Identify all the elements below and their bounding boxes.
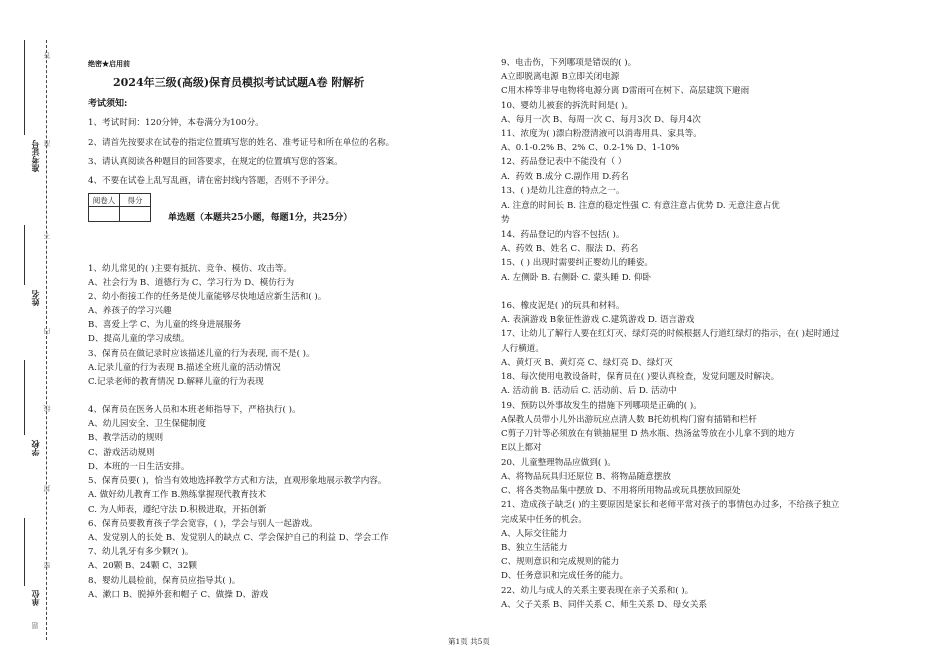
question-line: B、喜爱上学 C、为儿童的终身进展服务: [88, 320, 242, 330]
question-line: C剪子刀针等必须放在有锁抽屉里 D 热水瓶、热汤盆等放在小儿拿不到的地方: [501, 429, 795, 439]
question-line: D、任务意识和完成任务的能力。: [501, 571, 629, 581]
question-line: 7、幼儿乳牙有多少颗?( )。: [88, 547, 194, 557]
question-line: 16、橡皮泥是( )的玩具和材料。: [501, 301, 625, 311]
question-line: A保教人员带小儿外出游玩应点清人数 B托幼机构门窗有插销和栏杆: [501, 415, 757, 425]
question-line: C用木棒等非导电物将电源分离 D雷雨可在树下、高层建筑下避雨: [501, 86, 750, 96]
question-line: 17、让幼儿了解行人要在红灯灭、绿灯亮的时候根据人行道红绿灯的指示，在( )起时通过: [501, 329, 840, 339]
notice-item: 2、请首先按要求在试卷的指定位置填写您的姓名、准考证号和所在单位的名称。: [88, 138, 395, 148]
question-line: 完成某中任务的机会。: [501, 515, 587, 525]
question-line: 势: [501, 215, 510, 225]
question-line: 12、药品登记表中不能没有（ ）: [501, 157, 627, 167]
question-line: A、20颗 B、24颗 C、32颗: [88, 561, 197, 571]
section-title: 单选题（本题共25小题，每题1分，共25分）: [168, 213, 353, 223]
question-line: 22、幼儿与成人的关系主要表现在亲子关系和( )。: [501, 586, 694, 596]
question-line: A、漱口 B、脱掉外套和帽子 C、做操 D、游戏: [88, 590, 269, 600]
question-line: 8、婴幼儿晨检前，保育员应指导其( )。: [88, 576, 241, 586]
question-line: A. 表演游戏 B象征性游戏 C.建筑游戏 D. 语言游戏: [501, 315, 695, 325]
binding-margin: [0, 0, 60, 671]
question-line: A、人际交往能力: [501, 529, 568, 539]
name-label: 姓名: [30, 290, 40, 306]
question-line: 人行横道。: [501, 344, 544, 354]
question-line: E以上都对: [501, 443, 542, 453]
question-line: A、父子关系 B、同伴关系 C、师生关系 D、母女关系: [501, 600, 708, 610]
notice-item: 1、考试时间：120分钟，本卷满分为100分。: [88, 118, 264, 128]
question-line: A．药效 B.成分 C.副作用 D.药名: [501, 172, 629, 182]
question-line: 3、保育员在做记录时应该描述儿童的行为表现, 而不是( )。: [88, 349, 315, 359]
seal-line: [46, 40, 47, 640]
question-line: 18、每次使用电教设备时，保育员在( )要认真检查，发觉问题及时解决。: [501, 372, 780, 382]
question-line: D、本班的一日生活安排。: [88, 462, 190, 472]
question-line: A、将物品玩具归还原位 B、将物品随意摆放: [501, 472, 671, 482]
question-line: C. 为人师表，遵纪守法 D.积极进取，开拓创新: [88, 505, 267, 515]
notice-heading: 考试须知:: [88, 99, 128, 109]
page-number: 第1页 共5页: [448, 637, 490, 646]
question-line: C、游戏活动规则: [88, 448, 155, 458]
name-field: [24, 225, 25, 285]
question-line: A. 左侧卧 B. 右侧卧 C. 蒙头睡 D. 仰卧: [501, 273, 651, 283]
question-line: A、幼儿园安全、卫生保健制度: [88, 419, 206, 429]
question-line: 15、( ) 出现时需要纠正婴幼儿的睡姿。: [501, 258, 654, 268]
score-cell: 得分: [120, 194, 151, 207]
question-line: 21、造成孩子缺乏( )的主要原因是家长和老师平常对孩子的事情包办过多，不给孩子独立: [501, 500, 840, 510]
seal-mark: 密: [43, 562, 51, 569]
school-label: 学校: [30, 440, 40, 456]
seal-mark: 准: [43, 140, 51, 147]
seal-mark: 不: [43, 232, 51, 239]
question-line: A、社会行为 B、道德行为 C、学习行为 D、模仿行为: [88, 278, 295, 288]
ticket-number-field: [24, 40, 25, 135]
question-line: C.记录老师的教育情况 D.解释儿童的行为表现: [88, 377, 264, 387]
notice-item: 3、请认真阅读各种题目的回答要求，在规定的位置填写您的答案。: [88, 157, 343, 167]
school-field: [24, 360, 25, 435]
question-line: A. 做好幼儿教育工作 B.熟练掌握现代教育技术: [88, 490, 267, 500]
grader-table: [88, 193, 151, 222]
question-line: A、发觉别人的长处 B、发觉别人的缺点 C、学会保护自己的利益 D、学会工作: [88, 533, 389, 543]
question-line: A.记录儿童的行为表现 B.描述全班儿童的活动情况: [88, 363, 281, 373]
question-line: 1、幼儿常见的( )主要有抵抗、竞争、模仿、攻击等。: [88, 264, 292, 274]
question-line: 20、儿童整理物品应做到( )。: [501, 458, 616, 468]
question-line: C、将各类物品集中摆放 D、不用将所用物品或玩具摆放回原处: [501, 486, 741, 496]
question-line: C、规则意识和完成规则的能力: [501, 557, 620, 567]
exam-title: 2024年三级(高级)保育员模拟考试试题A卷 附解析: [113, 76, 365, 89]
seal-mark: 线: [43, 405, 51, 412]
question-line: 11、浓度为( )漂白粉澄清液可以消毒用具、家具等。: [501, 129, 702, 139]
question-line: 13、( )是幼儿注意的特点之一。: [501, 186, 625, 196]
question-line: A、每月一次 B、每周一次 C、每月3次 D、每月4次: [501, 115, 701, 125]
ticket-number-label: 准考证号: [30, 140, 40, 172]
reviewer-blank[interactable]: [89, 207, 120, 222]
unit-field: [24, 518, 25, 586]
question-line: A. 注意的时间长 B. 注意的稳定性强 C. 有意注意占优势 D. 无意注意占优: [501, 201, 780, 211]
question-line: 9、电击伤，下列哪项是错误的( )。: [501, 58, 637, 68]
question-line: A、黄灯灭 B、黄灯亮 C、绿灯亮 D、绿灯灭: [501, 358, 673, 368]
notice-item: 4、不要在试卷上乱写乱画，请在密封线内答题，否则不予评分。: [88, 176, 335, 186]
question-line: A、药效 B、姓名 C、服法 D、药名: [501, 244, 639, 254]
question-line: 4、保育员在医务人员和本班老师指导下，严格执行( )。: [88, 405, 301, 415]
reviewer-cell: 阅卷人: [89, 194, 120, 207]
question-line: B、独立生活能力: [501, 543, 568, 553]
question-line: A. 活动前 B. 活动后 C. 活动前、后 D. 活动中: [501, 386, 677, 396]
question-line: D、提高儿童的学习成绩。: [88, 334, 190, 344]
seal-mark: 封: [43, 485, 51, 492]
question-line: 5、保育员要( )，恰当有效地选择教学方式和方法，直观形象地展示教学内容。: [88, 476, 387, 486]
question-line: 10、婴幼儿被套的拆洗时间是( )。: [501, 101, 634, 111]
question-line: A、养孩子的学习兴趣: [88, 306, 172, 316]
question-line: 6、保育员要教育孩子学会宽容，( )，学会与别人一起游戏。: [88, 519, 318, 529]
unit-label: 单位: [30, 590, 40, 606]
question-line: A、0.1-0.2% B、2% C、0.2-1% D、1-10%: [501, 143, 680, 153]
question-line: 14、药品登记的内容不包括( )。: [501, 230, 625, 240]
question-line: A立即脱离电源 B立即关闭电源: [501, 72, 620, 82]
seal-mark: 内: [43, 328, 51, 335]
question-line: 2、幼小衔接工作的任务是使儿童能够尽快地适应新生活和( )。: [88, 292, 327, 302]
question-line: B、教学活动的规则: [88, 433, 164, 443]
confidential-mark: 绝密★启用前: [88, 59, 130, 68]
score-blank[interactable]: [120, 207, 151, 222]
question-line: 19、预防以外事故发生的措施下列哪项是正确的( )。: [501, 401, 702, 411]
seal-mark: 题: [31, 622, 39, 629]
seal-mark: 答: [43, 52, 51, 59]
